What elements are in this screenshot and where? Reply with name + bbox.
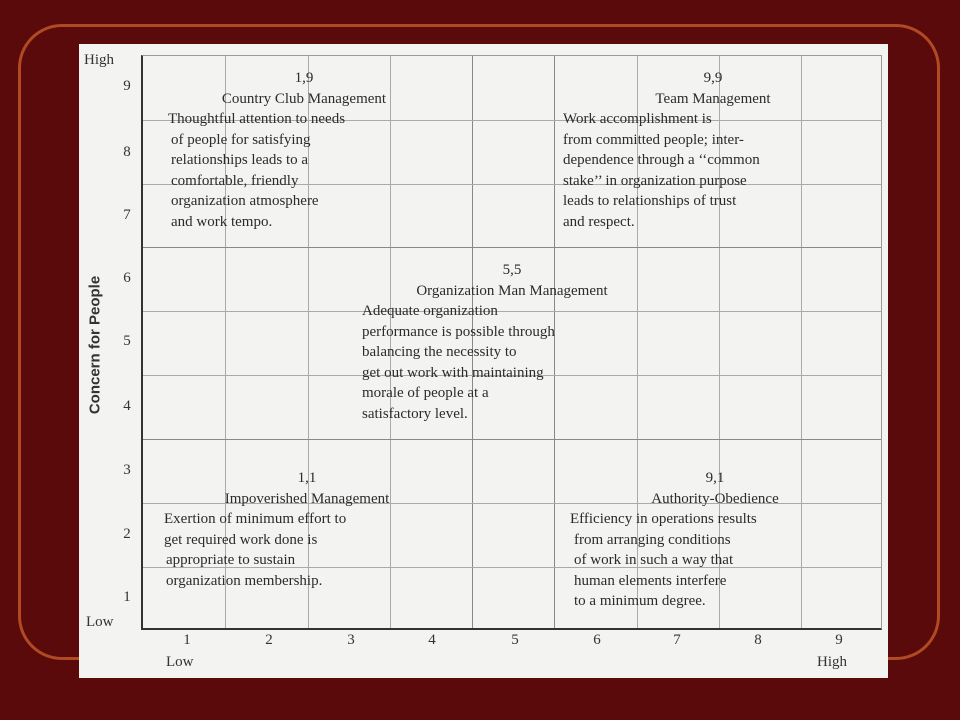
quadrant-line: organization membership. xyxy=(166,572,323,589)
quadrant-line: of work in such a way that xyxy=(574,552,734,568)
x-low-label: Low xyxy=(166,654,194,670)
x-tick: 1 xyxy=(183,632,191,648)
x-tick: 2 xyxy=(265,632,273,648)
quadrant-line: to a minimum degree. xyxy=(574,593,706,609)
x-tick: 3 xyxy=(347,632,355,648)
y-tick: 7 xyxy=(123,207,131,223)
quadrant-line: leads to relationships of trust xyxy=(563,193,737,209)
x-tick: 9 xyxy=(835,632,843,648)
y-axis-title: Concern for People xyxy=(86,275,104,415)
quadrant-line: performance is possible through xyxy=(362,323,555,340)
quadrant-line: comfortable, friendly xyxy=(171,172,299,189)
y-tick: 3 xyxy=(123,462,131,478)
y-high-label: High xyxy=(84,52,114,68)
quadrant-team xyxy=(563,68,863,232)
quadrant-line: stake’’ in organization purpose xyxy=(563,172,747,189)
y-tick: 6 xyxy=(123,270,131,286)
quadrant-country-club xyxy=(168,68,440,232)
quadrant-line: Work accomplishment is xyxy=(563,111,712,127)
quadrant-coord: 5,5 xyxy=(502,262,522,278)
quadrant-authority-obedience xyxy=(570,468,860,612)
quadrant-line: of people for satisfying xyxy=(171,131,311,148)
quadrant-line: Exertion of minimum effort to xyxy=(164,511,347,527)
quadrant-line: morale of people at a xyxy=(362,385,489,401)
y-tick: 4 xyxy=(123,398,131,414)
y-low-label: Low xyxy=(86,614,114,630)
y-tick: 8 xyxy=(123,144,131,160)
quadrant-line: human elements interfere xyxy=(574,572,727,589)
quadrant-line: get out work with maintaining xyxy=(362,364,544,381)
quadrant-line: and work tempo. xyxy=(171,213,273,230)
quadrant-line: relationships leads to a xyxy=(171,152,309,168)
y-tick: 5 xyxy=(123,333,131,349)
x-tick: 4 xyxy=(428,632,436,648)
quadrant-line: balancing the necessity to xyxy=(362,344,517,360)
y-tick: 9 xyxy=(123,78,131,94)
quadrant-impoverished xyxy=(164,468,450,591)
quadrant-line: appropriate to sustain xyxy=(166,552,296,568)
quadrant-title: Team Management xyxy=(655,90,771,107)
quadrant-line: Adequate organization xyxy=(362,303,498,319)
quadrant-line: Efficiency in operations results xyxy=(570,511,757,527)
quadrant-coord: 9,1 xyxy=(705,470,725,486)
quadrant-organization-man xyxy=(362,260,662,424)
x-tick: 8 xyxy=(754,632,762,648)
quadrant-line: satisfactory level. xyxy=(362,405,468,422)
quadrant-coord: 9,9 xyxy=(703,70,723,86)
quadrant-coord: 1,9 xyxy=(294,70,314,86)
quadrant-title: Organization Man Management xyxy=(416,282,608,299)
quadrant-line: and respect. xyxy=(563,213,635,230)
quadrant-title: Impoverished Management xyxy=(224,490,390,507)
quadrant-coord: 1,1 xyxy=(297,470,317,486)
quadrant-title: Authority-Obedience xyxy=(651,490,779,507)
quadrant-line: from arranging conditions xyxy=(574,531,731,548)
quadrant-line: dependence through a ‘‘common xyxy=(563,152,760,168)
y-tick: 2 xyxy=(123,526,131,542)
quadrant-line: get required work done is xyxy=(164,531,318,548)
quadrant-line: organization atmosphere xyxy=(171,193,319,209)
grid-line xyxy=(143,247,881,248)
quadrant-line: from committed people; inter- xyxy=(563,131,744,148)
grid-line xyxy=(143,439,881,440)
x-high-label: High xyxy=(817,654,847,670)
quadrant-title: Country Club Management xyxy=(221,90,387,107)
x-tick: 6 xyxy=(593,632,601,648)
y-tick: 1 xyxy=(123,589,131,605)
x-tick: 7 xyxy=(673,632,681,648)
x-tick: 5 xyxy=(511,632,519,648)
quadrant-line: Thoughtful attention to needs xyxy=(168,111,346,127)
